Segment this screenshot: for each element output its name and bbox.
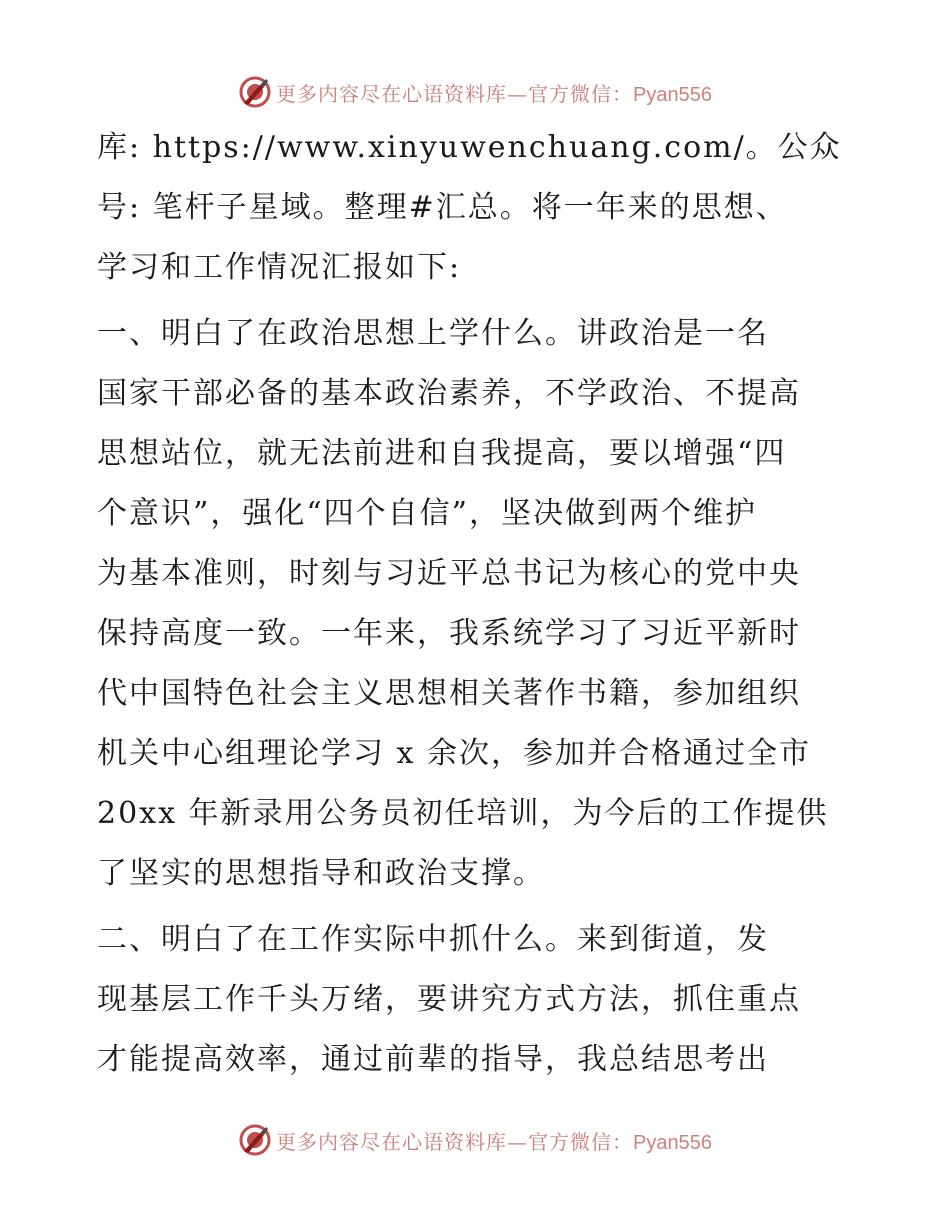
text-line: 一、明白了在政治思想上学什么。讲政治是一名 xyxy=(97,316,769,351)
watermark-banner-top xyxy=(0,72,950,112)
text-line: 库: https://www.xinyuwenchuang.com/。公众 xyxy=(97,130,842,165)
text-line: 代中国特色社会主义思想相关著作书籍，参加组织 xyxy=(97,676,801,711)
text-line: 机关中心组理论学习 x 余次，参加并合格通过全市 xyxy=(97,736,811,771)
document-body xyxy=(97,118,867,1090)
text-line: 二、明白了在工作实际中抓什么。来到街道，发 xyxy=(97,922,769,957)
paragraph-intro xyxy=(97,118,867,298)
text-line: 了坚实的思想指导和政治支撑。 xyxy=(97,856,545,891)
text-line: 个意识”，强化“四个自信”，坚决做到两个维护 xyxy=(97,496,758,531)
watermark-text: 更多内容尽在心语资料库—官方微信：Pyan556 xyxy=(276,1129,712,1154)
paragraph-section-one xyxy=(97,304,867,904)
text-line: 20xx 年新录用公务员初任培训，为今后的工作提供 xyxy=(97,796,829,831)
text-line: 国家干部必备的基本政治素养，不学政治、不提高 xyxy=(97,376,801,411)
pen-logo-icon xyxy=(238,75,272,109)
watermark-handle: Pyan556 xyxy=(633,1131,712,1154)
watermark-handle: Pyan556 xyxy=(633,83,712,106)
watermark-banner-bottom xyxy=(0,1120,950,1160)
text-line: 为基本准则，时刻与习近平总书记为核心的党中央 xyxy=(97,556,801,591)
paragraph-section-two xyxy=(97,910,867,1090)
pen-logo-icon xyxy=(238,1123,272,1157)
text-line: 保持高度一致。一年来，我系统学习了习近平新时 xyxy=(97,616,801,651)
text-line: 才能提高效率，通过前辈的指导，我总结思考出 xyxy=(97,1042,769,1077)
text-line: 学习和工作情况汇报如下: xyxy=(97,250,462,285)
text-line: 思想站位，就无法前进和自我提高，要以增强“四 xyxy=(97,436,787,471)
watermark-text: 更多内容尽在心语资料库—官方微信：Pyan556 xyxy=(276,81,712,106)
text-line: 现基层工作千头万绪，要讲究方式方法，抓住重点 xyxy=(97,982,801,1017)
text-line: 号: 笔杆子星域。整理#汇总。将一年来的思想、 xyxy=(97,190,788,225)
